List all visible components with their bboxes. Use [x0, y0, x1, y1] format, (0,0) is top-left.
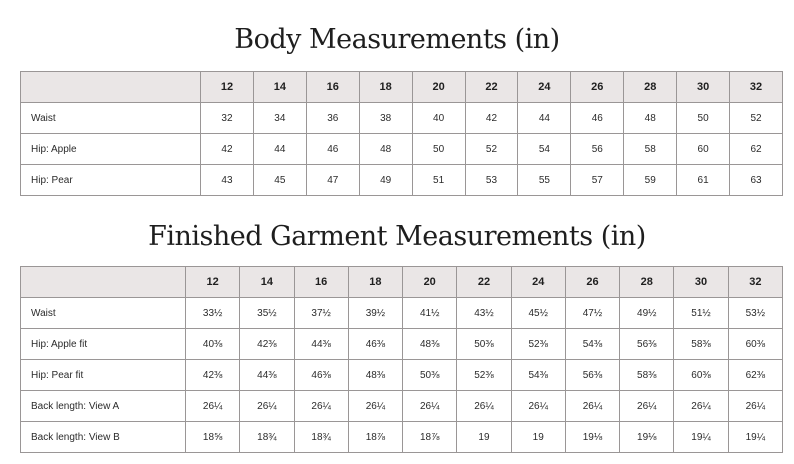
size-header-cell: 22: [465, 72, 518, 103]
measurement-cell: 47: [306, 165, 359, 196]
measurement-cell: 60: [677, 134, 730, 165]
measurement-cell: 19⅛: [565, 422, 619, 453]
measurement-cell: 19: [511, 422, 565, 453]
row-label: Hip: Pear fit: [21, 360, 186, 391]
size-header-cell: 30: [677, 72, 730, 103]
size-header-cell: 28: [624, 72, 677, 103]
measurement-cell: 49: [359, 165, 412, 196]
size-header-cell: 18: [348, 267, 402, 298]
row-label: Waist: [21, 298, 186, 329]
measurement-cell: 40: [412, 103, 465, 134]
size-header-cell: 24: [511, 267, 565, 298]
measurement-cell: 39½: [348, 298, 402, 329]
measurement-cell: 58⅜: [620, 360, 674, 391]
measurement-cell: 62⅜: [728, 360, 782, 391]
header-row: [21, 72, 783, 103]
measurement-cell: 44: [253, 134, 306, 165]
measurement-cell: 26¼: [511, 391, 565, 422]
measurement-cell: 50⅜: [457, 329, 511, 360]
measurement-cell: 44⅜: [240, 360, 294, 391]
measurement-cell: 52: [730, 103, 783, 134]
measurement-cell: 50⅜: [403, 360, 457, 391]
measurement-cell: 19¼: [728, 422, 782, 453]
size-header-cell: 32: [730, 72, 783, 103]
measurement-cell: 46⅜: [348, 329, 402, 360]
measurement-cell: 26¼: [348, 391, 402, 422]
measurement-cell: 33½: [186, 298, 240, 329]
measurement-cell: 44: [518, 103, 571, 134]
size-header-cell: 12: [201, 72, 254, 103]
measurement-cell: 18⅞: [348, 422, 402, 453]
measurement-cell: 60⅜: [674, 360, 728, 391]
size-header-cell: 32: [728, 267, 782, 298]
measurement-cell: 54⅜: [511, 360, 565, 391]
measurement-cell: 34: [253, 103, 306, 134]
measurement-cell: 60⅜: [728, 329, 782, 360]
size-header-cell: 18: [359, 72, 412, 103]
table-row: [21, 134, 783, 165]
measurement-cell: 26¼: [294, 391, 348, 422]
row-label: Hip: Pear: [21, 165, 201, 196]
row-label: Hip: Apple fit: [21, 329, 186, 360]
size-header-cell: 24: [518, 72, 571, 103]
measurement-cell: 26¼: [565, 391, 619, 422]
measurement-cell: 62: [730, 134, 783, 165]
measurement-cell: 57: [571, 165, 624, 196]
measurement-cell: 19⅛: [620, 422, 674, 453]
measurement-cell: 26¼: [240, 391, 294, 422]
measurement-cell: 48⅜: [403, 329, 457, 360]
measurement-cell: 52⅜: [511, 329, 565, 360]
size-header-cell: 14: [253, 72, 306, 103]
measurement-cell: 26¼: [674, 391, 728, 422]
measurement-cell: 36: [306, 103, 359, 134]
measurement-cell: 26¼: [403, 391, 457, 422]
measurement-cell: 32: [201, 103, 254, 134]
measurement-cell: 54⅜: [565, 329, 619, 360]
measurement-cell: 38: [359, 103, 412, 134]
body-measurements-table: [20, 71, 783, 196]
measurement-cell: 42⅜: [240, 329, 294, 360]
measurement-cell: 48⅜: [348, 360, 402, 391]
measurement-cell: 46: [306, 134, 359, 165]
measurement-cell: 26¼: [457, 391, 511, 422]
measurement-cell: 19: [457, 422, 511, 453]
row-label: Waist: [21, 103, 201, 134]
measurement-cell: 26¼: [186, 391, 240, 422]
measurement-cell: 51: [412, 165, 465, 196]
measurement-cell: 59: [624, 165, 677, 196]
size-header-cell: 26: [565, 267, 619, 298]
measurement-cell: 35½: [240, 298, 294, 329]
measurement-cell: 44⅜: [294, 329, 348, 360]
size-header-cell: 14: [240, 267, 294, 298]
measurement-cell: 56⅜: [620, 329, 674, 360]
measurement-cell: 26¼: [728, 391, 782, 422]
measurement-cell: 18¾: [240, 422, 294, 453]
row-label: Back length: View B: [21, 422, 186, 453]
measurement-cell: 50: [677, 103, 730, 134]
measurement-cell: 53: [465, 165, 518, 196]
measurement-cell: 50: [412, 134, 465, 165]
table-row: [21, 391, 783, 422]
measurement-cell: 43½: [457, 298, 511, 329]
size-header-cell: 30: [674, 267, 728, 298]
table-row: [21, 329, 783, 360]
measurement-cell: 47½: [565, 298, 619, 329]
size-header-cell: 16: [306, 72, 359, 103]
measurement-cell: 37½: [294, 298, 348, 329]
row-label: Hip: Apple: [21, 134, 201, 165]
size-header-cell: 12: [186, 267, 240, 298]
measurement-cell: 54: [518, 134, 571, 165]
measurement-cell: 19¼: [674, 422, 728, 453]
measurement-cell: 63: [730, 165, 783, 196]
measurement-cell: 18⅞: [403, 422, 457, 453]
header-row: [21, 267, 783, 298]
garment-measurements-title: Finished Garment Measurements (in): [148, 221, 646, 252]
measurement-cell: 48: [624, 103, 677, 134]
row-label: Back length: View A: [21, 391, 186, 422]
measurement-cell: 43: [201, 165, 254, 196]
table-row: [21, 360, 783, 391]
measurement-cell: 53½: [728, 298, 782, 329]
measurement-cell: 55: [518, 165, 571, 196]
table-row: [21, 422, 783, 453]
table-row: [21, 298, 783, 329]
size-header-cell: 16: [294, 267, 348, 298]
size-header-cell: 26: [571, 72, 624, 103]
measurement-cell: 40⅜: [186, 329, 240, 360]
measurement-cell: 46: [571, 103, 624, 134]
measurement-cell: 18¾: [294, 422, 348, 453]
measurement-cell: 52: [465, 134, 518, 165]
measurement-cell: 48: [359, 134, 412, 165]
body-measurements-title: Body Measurements (in): [234, 24, 560, 55]
table-row: [21, 165, 783, 196]
table-row: [21, 103, 783, 134]
corner-cell: [21, 267, 186, 298]
measurement-cell: 45½: [511, 298, 565, 329]
measurement-cell: 58⅜: [674, 329, 728, 360]
size-header-cell: 28: [620, 267, 674, 298]
measurement-cell: 42: [465, 103, 518, 134]
size-header-cell: 22: [457, 267, 511, 298]
size-header-cell: 20: [403, 267, 457, 298]
size-header-cell: 20: [412, 72, 465, 103]
measurement-cell: 61: [677, 165, 730, 196]
measurement-cell: 56⅜: [565, 360, 619, 391]
measurement-cell: 51½: [674, 298, 728, 329]
measurement-cell: 46⅜: [294, 360, 348, 391]
measurement-cell: 42: [201, 134, 254, 165]
measurement-cell: 18⅝: [186, 422, 240, 453]
measurement-cell: 45: [253, 165, 306, 196]
corner-cell: [21, 72, 201, 103]
measurement-cell: 52⅜: [457, 360, 511, 391]
measurement-cell: 56: [571, 134, 624, 165]
measurement-cell: 49½: [620, 298, 674, 329]
measurement-cell: 58: [624, 134, 677, 165]
measurement-cell: 26¼: [620, 391, 674, 422]
measurement-cell: 41½: [403, 298, 457, 329]
garment-measurements-table: [20, 266, 783, 453]
measurement-cell: 42⅜: [186, 360, 240, 391]
